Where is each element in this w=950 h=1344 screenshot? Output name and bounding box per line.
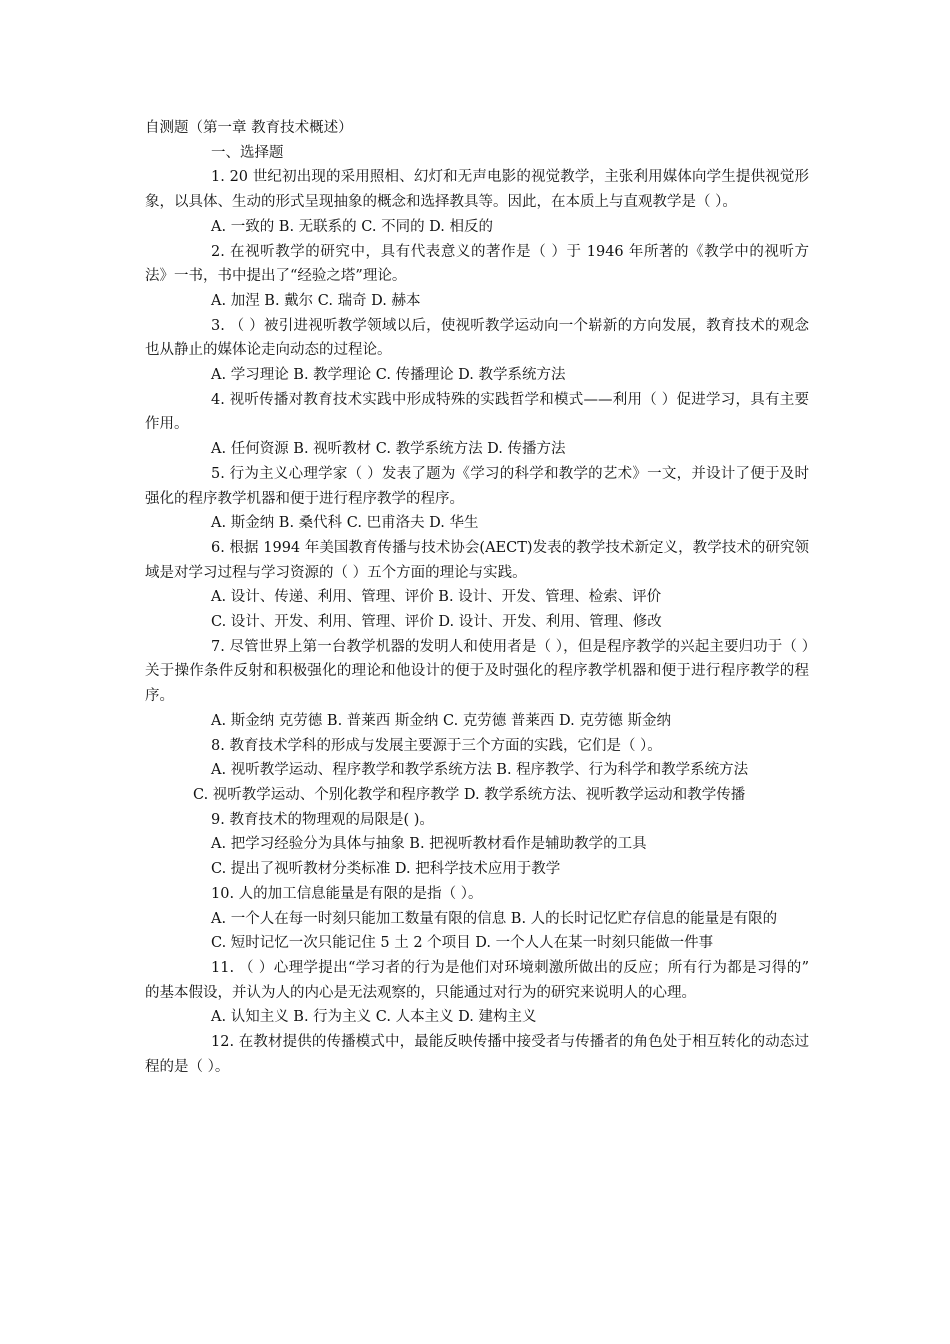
document-title: 自测题（第一章 教育技术概述）: [145, 120, 353, 136]
question-line: 12. 在教材提供的传播模式中，最能反映传播中接受者与传播者的角色处于相互转化的动态过程的是（ ）。: [145, 1034, 809, 1075]
question-line: C. 提出了视听教材分类标准 D. 把科学技术应用于教学: [211, 861, 561, 878]
question-list: [145, 165, 809, 1079]
question-line: 3. （ ）被引进视听教学领域以后，使视听教学运动向一个崭新的方向发展，教育技术的观念也从静止的媒体论走向动态的过程论。: [145, 317, 809, 359]
question-line: 9. 教育技术的物理观的局限是( )。: [211, 811, 434, 828]
question-line: A. 视听教学运动、程序教学和教学系统方法 B. 程序教学、行为科学和教学系统方法: [211, 762, 749, 779]
question-line: 5. 行为主义心理学家（ ）发表了题为《学习的科学和教学的艺术》一文，并设计了便于及时强化的程序教学机器和便于进行程序教学的程序。: [145, 465, 809, 507]
question-line: 6. 根据 1994 年美国教育传播与技术协会(AECT)发表的教学技术新定义，教学技术的研究领域是对学习过程与学习资源的（ ）五个方面的理论与实践。: [145, 539, 809, 581]
section-heading: 一、选择题: [211, 144, 284, 161]
question-line: A. 认知主义 B. 行为主义 C. 人本主义 D. 建构主义: [211, 1009, 537, 1026]
question-line: 1. 20 世纪初出现的采用照相、幻灯和无声电影的视觉教学，主张利用媒体向学生提供视觉形象，以具体、生动的形式呈现抽象的概念和选择教具等。因此，在本质上与直观教学是（ ）。: [145, 169, 809, 211]
question-line: A. 一致的 B. 无联系的 C. 不同的 D. 相反的: [211, 218, 494, 235]
question-line: 11. （ ）心理学提出“学习者的行为是他们对环境刺激所做出的反应；所有行为都是习得的” 的基本假设，并认为人的内心是无法观察的，只能通过对行为的研究来说明人的心理。: [145, 959, 809, 1001]
question-line: A. 加涅 B. 戴尔 C. 瑞奇 D. 赫本: [211, 292, 421, 309]
question-line: 7. 尽管世界上第一台教学机器的发明人和使用者是（ ），但是程序教学的兴起主要归功于（ ）关于操作条件反射和积极强化的理论和他设计的便于及时强化的程序教学机器和便于进行程序教学的程序。: [145, 638, 809, 705]
question-line: A. 设计、传递、利用、管理、评价 B. 设计、开发、管理、检索、评价: [211, 589, 662, 606]
question-line: A. 斯金纳 B. 桑代科 C. 巴甫洛夫 D. 华生: [211, 515, 479, 532]
question-line: C. 短时记忆一次只能记住 5 土 2 个项目 D. 一个人人在某一时刻只能做一件事: [211, 935, 714, 952]
question-line: A. 一个人在每一时刻只能加工数量有限的信息 B. 人的长时记忆贮存信息的能量是有限的: [211, 910, 778, 927]
question-line: A. 学习理论 B. 教学理论 C. 传播理论 D. 教学系统方法: [211, 367, 566, 384]
document-page: [145, 116, 809, 1079]
question-line: 10. 人的加工信息能量是有限的是指（ ）。: [211, 885, 483, 902]
question-line: A. 斯金纳 克劳德 B. 普莱西 斯金纳 C. 克劳德 普莱西 D. 克劳德 斯金纳: [211, 712, 671, 729]
question-line: 2. 在视听教学的研究中，具有代表意义的著作是（ ）于 1946 年所著的《教学中的视听方法》一书，书中提出了“经验之塔”理论。: [145, 243, 809, 285]
question-line: A. 把学习经验分为具体与抽象 B. 把视听教材看作是辅助教学的工具: [211, 836, 647, 853]
question-line: 8. 教育技术学科的形成与发展主要源于三个方面的实践，它们是（ ）。: [211, 737, 662, 754]
question-line: A. 任何资源 B. 视听教材 C. 教学系统方法 D. 传播方法: [211, 441, 566, 458]
question-line: C. 设计、开发、利用、管理、评价 D. 设计、开发、利用、管理、修改: [211, 614, 662, 631]
question-line: C. 视听教学运动、个别化教学和程序教学 D. 教学系统方法、视听教学运动和教学传播: [193, 786, 746, 803]
question-line: 4. 视听传播对教育技术实践中形成特殊的实践哲学和模式——利用（ ）促进学习，具有主要作用。: [145, 391, 809, 433]
